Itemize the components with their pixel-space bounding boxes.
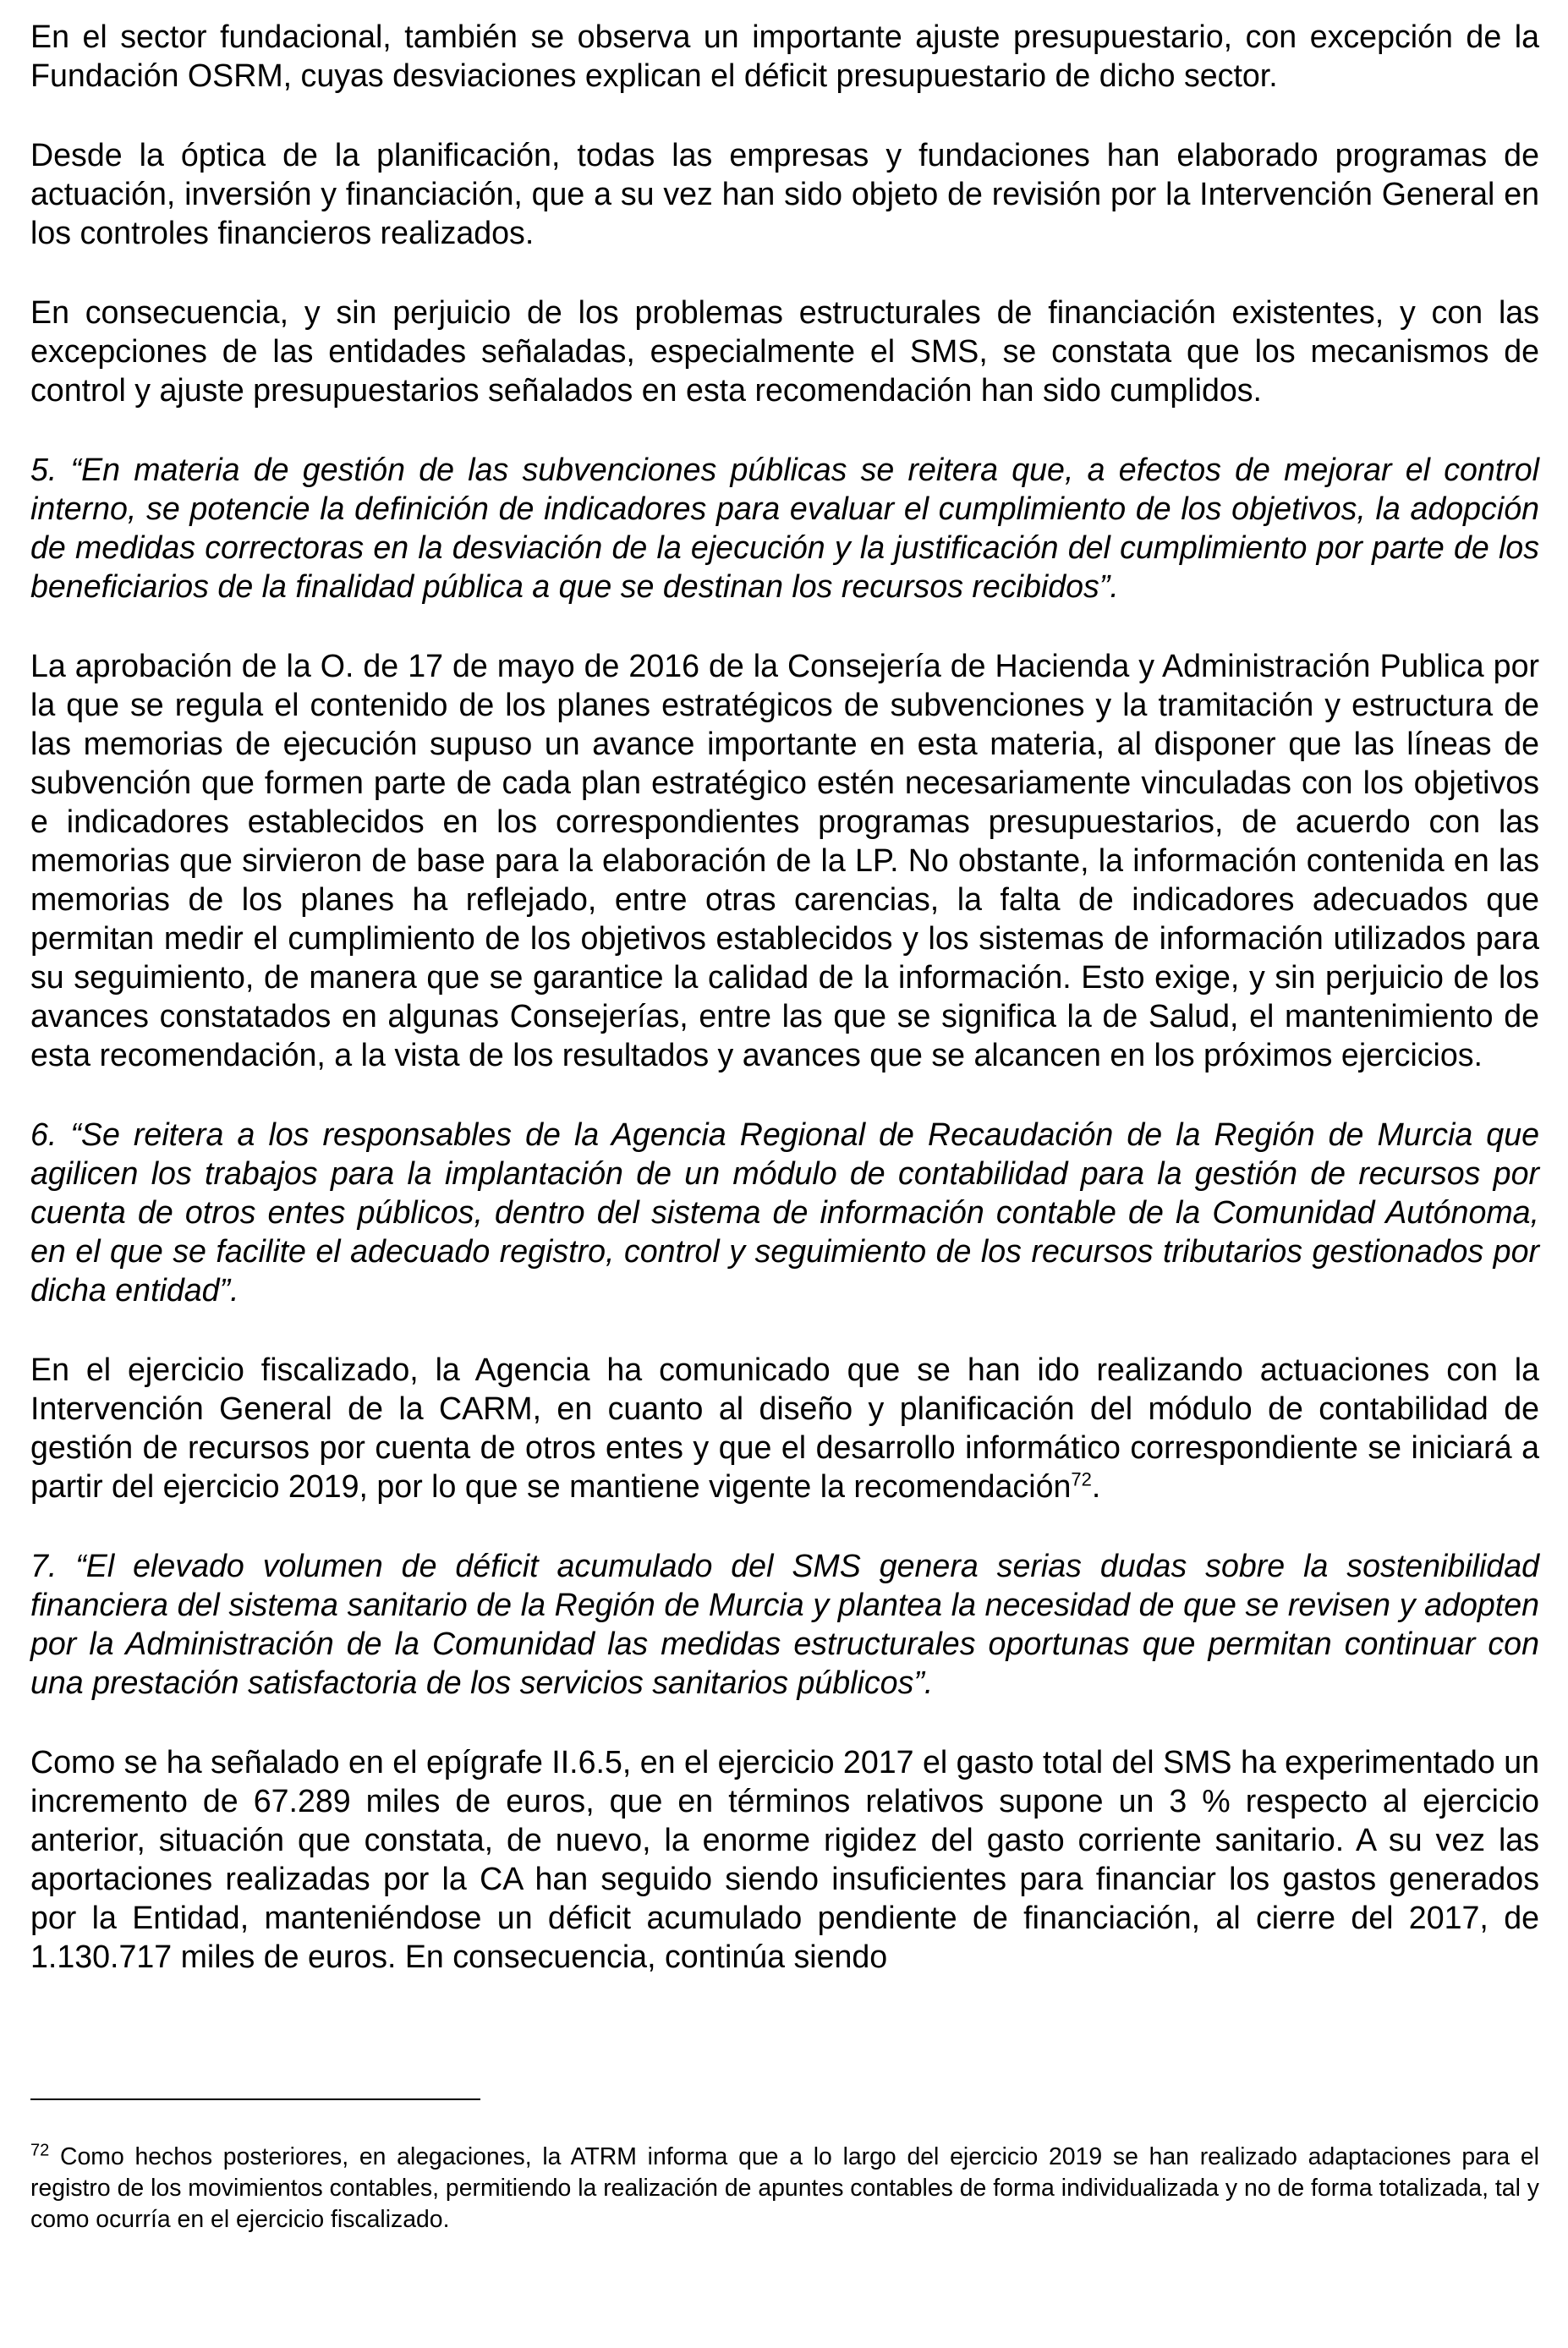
paragraph-agency-actions [30,1350,1539,1506]
footnote-divider [30,2098,480,2100]
paragraph-sms-expenditure: Como se ha señalado en el epígrafe II.6.5, en el ejercicio 2017 el gasto total del SMS ha experimentado un incremento de 67.289 miles de euros, que en términos relativos supone un 3 % respecto al ejercicio anterior, situación que constata, de nuevo, la enorme rigidez del gasto corriente sanitario. A su vez las aportaciones realizadas por la CA han seguido siendo insuficientes para financiar los gastos generados por la Entidad, manteniéndose un déficit acumulado pendiente de financiación, al cierre del 2017, de 1.130.717 miles de euros. En consecuencia, continúa siendo [30,1744,1540,1974]
recommendation-7: 7. “El elevado volumen de déficit acumulado del SMS genera serias dudas sobre la sostenibilidad financiera del sistema sanitario de la Región de Murcia y plantea la necesidad de que se revisen y adopten por la Administración de la Comunidad las medidas estructurales oportunas que permitan continuar con una prestación satisfactoria de los servicios sanitarios públicos”. [30,1548,1539,1700]
footnote [30,2142,1539,2236]
paragraph-subsidies-order: La aprobación de la O. de 17 de mayo de 2016 de la Consejería de Hacienda y Administración Publica por la que se regula el contenido de los planes estratégicos de subvenciones y la tramitación y estructura de las memorias de ejecución supuso un avance importante en esta materia, al disponer que las líneas de subvención que formen parte de cada plan estratégico estén necesariamente vinculadas con los objetivos e indicadores establecidos en los correspondientes programas presupuestarios, de acuerdo con las memorias que sirvieron de base para la elaboración de la LP. No obstante, la información contenida en las memorias de los planes ha reflejado, entre otras carencias, la falta de indicadores adecuados que permitan medir el cumplimiento de los objetivos establecidos y los sistemas de información utilizados para su seguimiento, de manera que se garantice la calidad de la información. Esto exige, y sin perjuicio de los avances constatados en algunas Consejerías, entre las que se significa la de Salud, el mantenimiento de esta recomendación, a la vista de los resultados y avances que se alcancen en los próximos ejercicios. [30,648,1539,1073]
paragraph-consequence-control: En consecuencia, y sin perjuicio de los problemas estructurales de financiación existentes, y con las excepciones de las entidades señaladas, especialmente el SMS, se constata que los mecanismos de control y ajuste presupuestarios señalados en esta recomendación han sido cumplidos. [30,294,1539,408]
footnote-text: Como hechos posteriores, en alegaciones, la ATRM informa que a lo largo del ejercicio 2019 se han realizado adaptaciones para el registro de los movimientos contables, permitiendo la realización de apuntes contables de forma individualizada y no de forma totalizada, tal y como ocurría en el ejercicio fiscalizado. [30,2143,1539,2233]
agency-actions-text: En el ejercicio fiscalizado, la Agencia ha comunicado que se han ido realizando actuaciones con la Intervención General de la CARM, en cuanto al diseño y planificación del módulo de contabilidad de gestión de recursos por cuenta de otros entes y que el desarrollo informático correspondiente se iniciará a partir del ejercicio 2019, por lo que se mantiene vigente la recomendación [30,1352,1539,1504]
footnote-number: 72 [30,2141,50,2160]
recommendation-6: 6. “Se reitera a los responsables de la Agencia Regional de Recaudación de la Región de Murcia que agilicen los trabajos para la implantación de un módulo de contabilidad para la gestión de recursos por cuenta de otros entes públicos, dentro del sistema de información contable de la Comunidad Autónoma, en el que se facilite el adecuado registro, control y seguimiento de los recursos tributarios gestionados por dicha entidad”. [30,1116,1539,1308]
body-text [30,17,1539,1976]
footnote-reference[interactable]: 72 [1071,1468,1092,1490]
agency-actions-end: . [1091,1468,1101,1504]
paragraph-foundational-sector: En el sector fundacional, también se observa un importante ajuste presupuestario, con excepción de la Fundación OSRM, cuyas desviaciones explican el déficit presupuestario de dicho sector. [30,19,1539,93]
paragraph-planning: Desde la óptica de la planificación, todas las empresas y fundaciones han elaborado programas de actuación, inversión y financiación, que a su vez han sido objeto de revisión por la Intervención General en los controles financieros realizados. [30,137,1539,250]
recommendation-5: 5. “En materia de gestión de las subvenciones públicas se reitera que, a efectos de mejorar el control interno, se potencie la definición de indicadores para evaluar el cumplimiento de los objetivos, la adopción de medidas correctoras en la desviación de la ejecución y la justificación del cumplimiento por parte de los beneficiarios de la finalidad pública a que se destinan los recursos recibidos”. [30,452,1539,604]
